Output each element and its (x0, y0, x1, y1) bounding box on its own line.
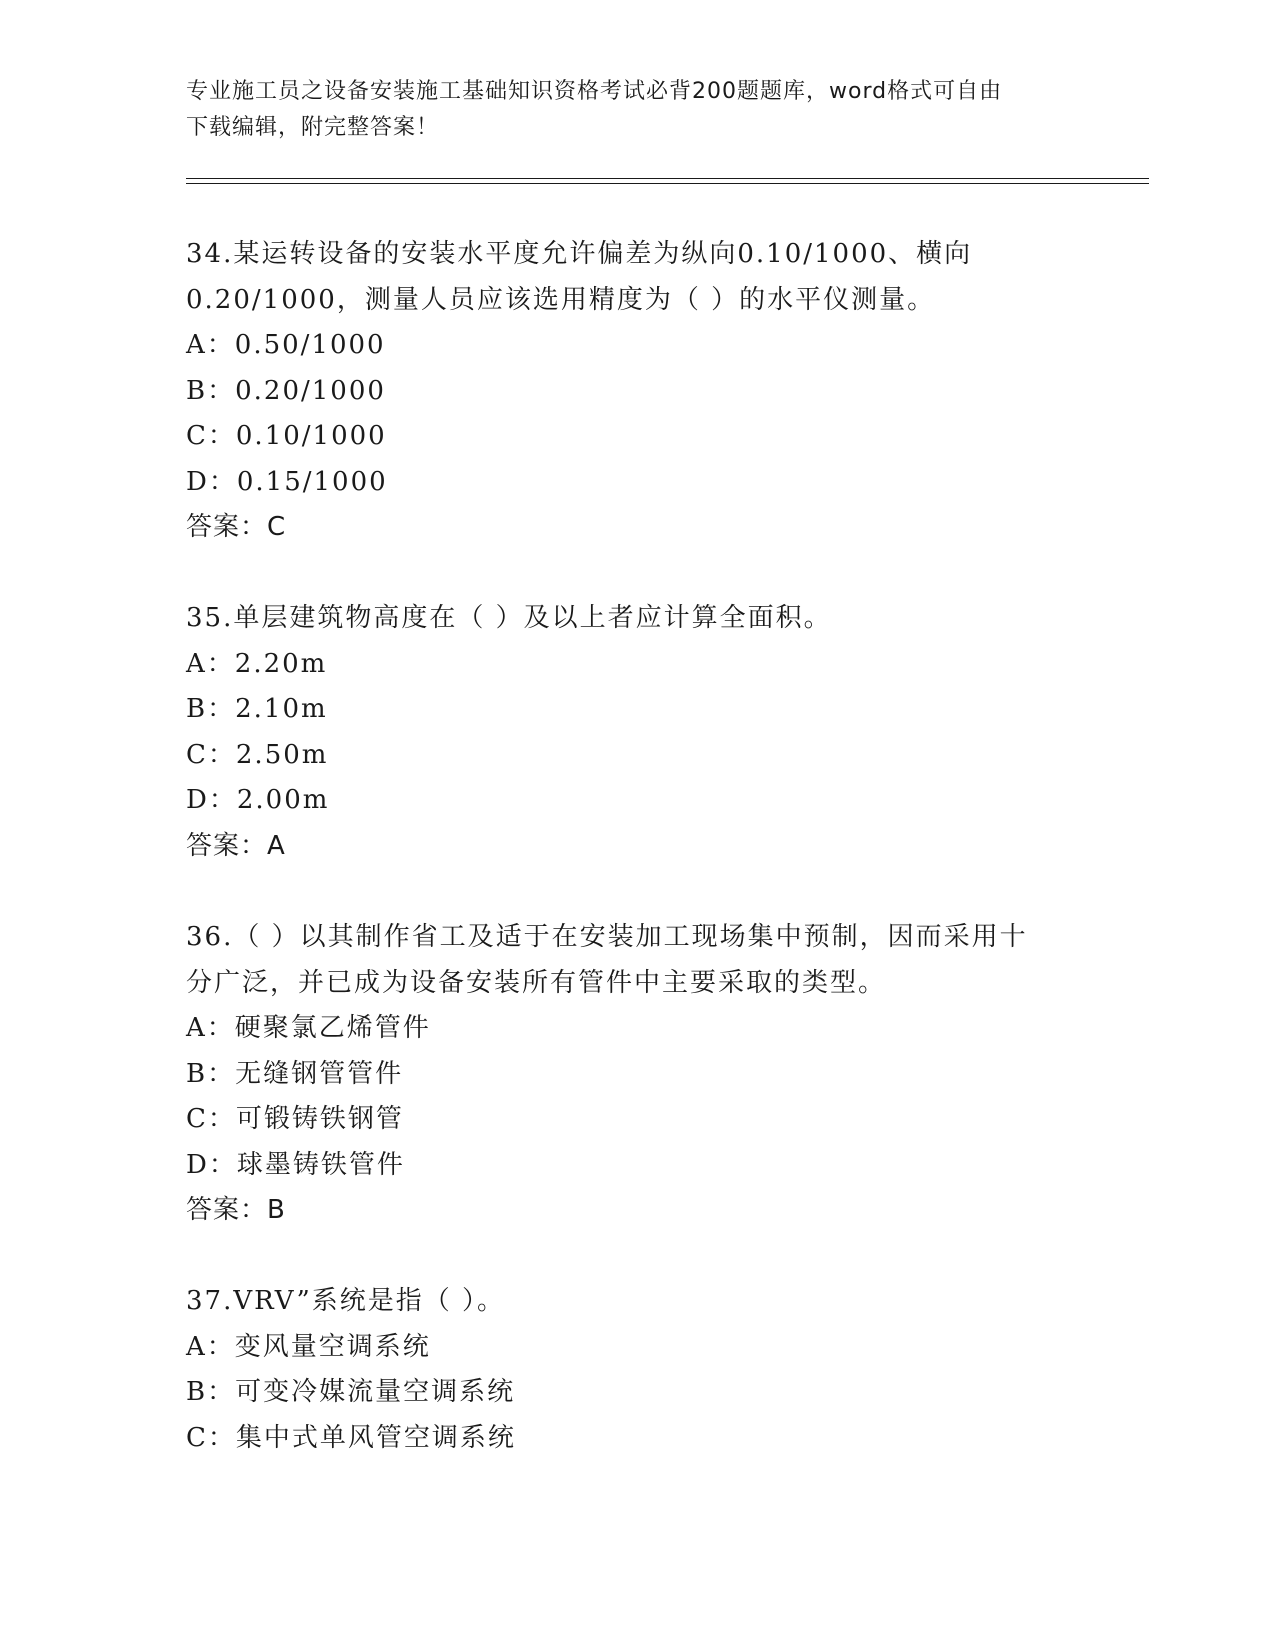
option-c: C：2.50m (186, 739, 329, 770)
question-stem-line: 34.某运转设备的安装水平度允许偏差为纵向0.10/1000、横向 (186, 239, 973, 269)
question-stem-line: 37.VRV”系统是指（ ）。 (186, 1286, 506, 1316)
answer-label: 答案：A (186, 830, 286, 861)
option-a: A：变风量空调系统 (186, 1331, 431, 1362)
answer-label: 答案：B (186, 1195, 286, 1225)
option-a: A：硬聚氯乙烯管件 (186, 1013, 431, 1043)
option-c: C：集中式单风管空调系统 (186, 1422, 516, 1453)
question-37 (186, 1279, 1076, 1461)
option-c: C：0.10/1000 (186, 421, 387, 451)
header-divider-top (186, 178, 1149, 179)
question-34 (186, 232, 1076, 551)
answer-label: 答案：C (186, 512, 287, 542)
option-a: A：0.50/1000 (186, 330, 386, 360)
question-stem-line: 36.（ ）以其制作省工及适于在安装加工现场集中预制，因而采用十 (186, 922, 1028, 952)
option-d: D：2.00m (186, 785, 330, 815)
document-header (186, 74, 1066, 146)
header-line-1: 专业施工员之设备安装施工基础知识资格考试必背200题题库，word格式可自由 (186, 79, 1003, 104)
question-stem-line: 分广泛，并已成为设备安装所有管件中主要采取的类型。 (186, 967, 887, 998)
option-d: D：0.15/1000 (186, 466, 388, 497)
question-stem-line: 35.单层建筑物高度在（ ）及以上者应计算全面积。 (186, 603, 832, 633)
option-b: B：0.20/1000 (186, 375, 386, 406)
question-36 (186, 915, 1076, 1234)
question-stem-line: 0.20/1000，测量人员应该选用精度为（ ）的水平仪测量。 (186, 284, 936, 315)
option-b: B：2.10m (186, 694, 328, 724)
option-b: B：无缝钢管管件 (186, 1058, 404, 1089)
option-a: A：2.20m (186, 648, 328, 679)
question-35 (186, 596, 1076, 869)
header-line-2: 下载编辑，附完整答案！ (186, 115, 440, 140)
option-d: D：球墨铸铁管件 (186, 1149, 405, 1180)
header-divider-bottom (186, 183, 1149, 184)
option-c: C：可锻铸铁钢管 (186, 1104, 404, 1134)
option-b: B：可变冷媒流量空调系统 (186, 1377, 516, 1407)
